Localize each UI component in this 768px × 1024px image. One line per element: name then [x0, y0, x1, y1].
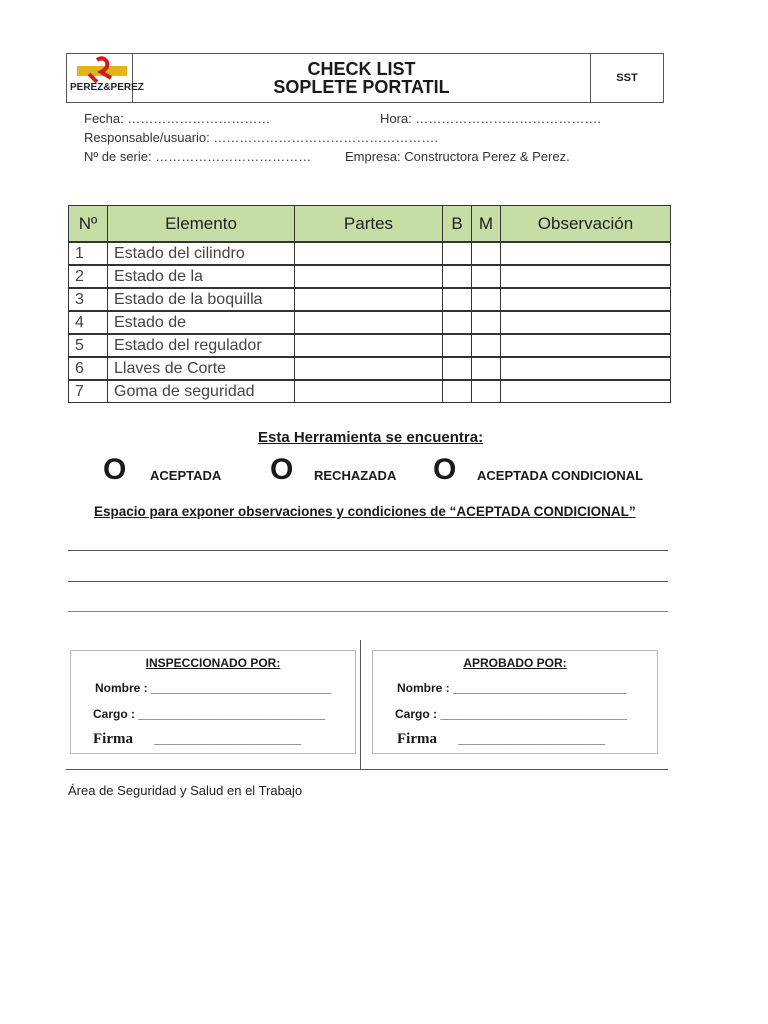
row-m[interactable]: [472, 288, 501, 311]
table-row: [69, 265, 671, 288]
row-m[interactable]: [472, 334, 501, 357]
row-m[interactable]: [472, 380, 501, 403]
row-observacion[interactable]: [501, 357, 671, 380]
serie-field: Nº de serie: ………………………………: [84, 149, 312, 164]
row-elemento: Goma de seguridad: [108, 380, 295, 403]
table-header-row: [69, 206, 671, 243]
row-b[interactable]: [443, 334, 472, 357]
row-elemento: Llaves de Corte: [108, 357, 295, 380]
row-b[interactable]: [443, 265, 472, 288]
table-row: [69, 380, 671, 403]
title-line-2: SOPLETE PORTATIL: [273, 77, 450, 97]
option-aceptada-label: ACEPTADA: [150, 468, 222, 483]
option-rechazada-radio[interactable]: O: [270, 453, 294, 486]
row-partes[interactable]: [295, 357, 443, 380]
option-rechazada-label: RECHAZADA: [314, 468, 397, 483]
row-b[interactable]: [443, 288, 472, 311]
checklist-table: [68, 205, 671, 403]
row-partes[interactable]: [295, 242, 443, 265]
row-observacion[interactable]: [501, 311, 671, 334]
firma-label: Firma: [397, 731, 437, 747]
table-row: [69, 334, 671, 357]
table-row: [69, 242, 671, 265]
row-elemento: Estado de la: [108, 265, 295, 288]
row-num: 5: [69, 334, 108, 357]
document-code: SST: [616, 72, 638, 84]
observation-line-2[interactable]: [68, 581, 668, 582]
header-num: Nº: [69, 206, 108, 243]
header-partes: Partes: [295, 206, 443, 243]
option-aceptada-radio[interactable]: O: [103, 453, 127, 486]
row-num: 1: [69, 242, 108, 265]
inspeccionado-title: INSPECCIONADO POR:: [145, 656, 281, 670]
row-elemento: Estado del regulador: [108, 334, 295, 357]
row-num: 6: [69, 357, 108, 380]
row-b[interactable]: [443, 242, 472, 265]
aprobado-title: APROBADO POR:: [463, 656, 567, 670]
row-m[interactable]: [472, 311, 501, 334]
firma-line: ______________________: [458, 732, 606, 746]
row-observacion[interactable]: [501, 334, 671, 357]
firma-line: ______________________: [154, 732, 302, 746]
row-elemento: Estado de: [108, 311, 295, 334]
row-num: 2: [69, 265, 108, 288]
firma-label: Firma: [93, 731, 133, 747]
option-condicional-radio[interactable]: O: [433, 453, 457, 486]
row-b[interactable]: [443, 380, 472, 403]
row-partes[interactable]: [295, 334, 443, 357]
title-block: [133, 54, 591, 102]
row-m[interactable]: [472, 242, 501, 265]
hora-field: Hora: …………………………………….: [380, 111, 602, 126]
observation-line-1[interactable]: [68, 550, 668, 551]
svg-text:PEREZ&PEREZ: PEREZ&PEREZ: [70, 82, 144, 93]
row-b[interactable]: [443, 357, 472, 380]
observation-line-3[interactable]: [68, 611, 668, 612]
aprobado-firma-field[interactable]: [397, 731, 605, 748]
aprobado-cargo-field[interactable]: Cargo : ____________________________: [395, 707, 628, 721]
responsable-field: Responsable/usuario: …………………………………………….: [84, 130, 438, 145]
row-observacion[interactable]: [501, 288, 671, 311]
header-elemento: Elemento: [108, 206, 295, 243]
row-observacion[interactable]: [501, 380, 671, 403]
signature-divider: [360, 640, 361, 770]
aprobado-nombre-field[interactable]: Nombre : __________________________: [397, 681, 627, 695]
row-elemento: Estado de la boquilla: [108, 288, 295, 311]
table-row: [69, 311, 671, 334]
row-num: 7: [69, 380, 108, 403]
empresa-field: Empresa: Constructora Perez & Perez.: [345, 149, 570, 164]
table-row: [69, 357, 671, 380]
inspeccionado-box: [70, 650, 356, 754]
title-line-1: CHECK LIST: [307, 59, 416, 79]
row-m[interactable]: [472, 357, 501, 380]
company-logo: [67, 54, 144, 102]
header-m: M: [472, 206, 501, 243]
row-elemento: Estado del cilindro: [108, 242, 295, 265]
document-header: [66, 53, 664, 103]
aprobado-box: [372, 650, 658, 754]
observaciones-heading: Espacio para exponer observaciones y condiciones de “ACEPTADA CONDICIONAL”: [94, 504, 636, 519]
row-partes[interactable]: [295, 288, 443, 311]
status-heading: Esta Herramienta se encuentra:: [258, 429, 484, 446]
fecha-field: Fecha: ……………………………: [84, 111, 271, 126]
footer-text: Área de Seguridad y Salud en el Trabajo: [68, 783, 303, 798]
inspeccionado-cargo-field[interactable]: Cargo : ____________________________: [93, 707, 326, 721]
row-observacion[interactable]: [501, 242, 671, 265]
row-partes[interactable]: [295, 380, 443, 403]
inspeccionado-firma-field[interactable]: [93, 731, 301, 748]
option-condicional-label: ACEPTADA CONDICIONAL: [477, 468, 644, 483]
row-m[interactable]: [472, 265, 501, 288]
row-partes[interactable]: [295, 311, 443, 334]
row-num: 4: [69, 311, 108, 334]
row-b[interactable]: [443, 311, 472, 334]
row-observacion[interactable]: [501, 265, 671, 288]
row-num: 3: [69, 288, 108, 311]
row-partes[interactable]: [295, 265, 443, 288]
inspeccionado-nombre-field[interactable]: Nombre : ___________________________: [95, 681, 332, 695]
logo-graphic: [67, 54, 144, 100]
header-b: B: [443, 206, 472, 243]
footer-rule: [66, 769, 668, 770]
table-row: [69, 288, 671, 311]
header-observacion: Observación: [501, 206, 671, 243]
